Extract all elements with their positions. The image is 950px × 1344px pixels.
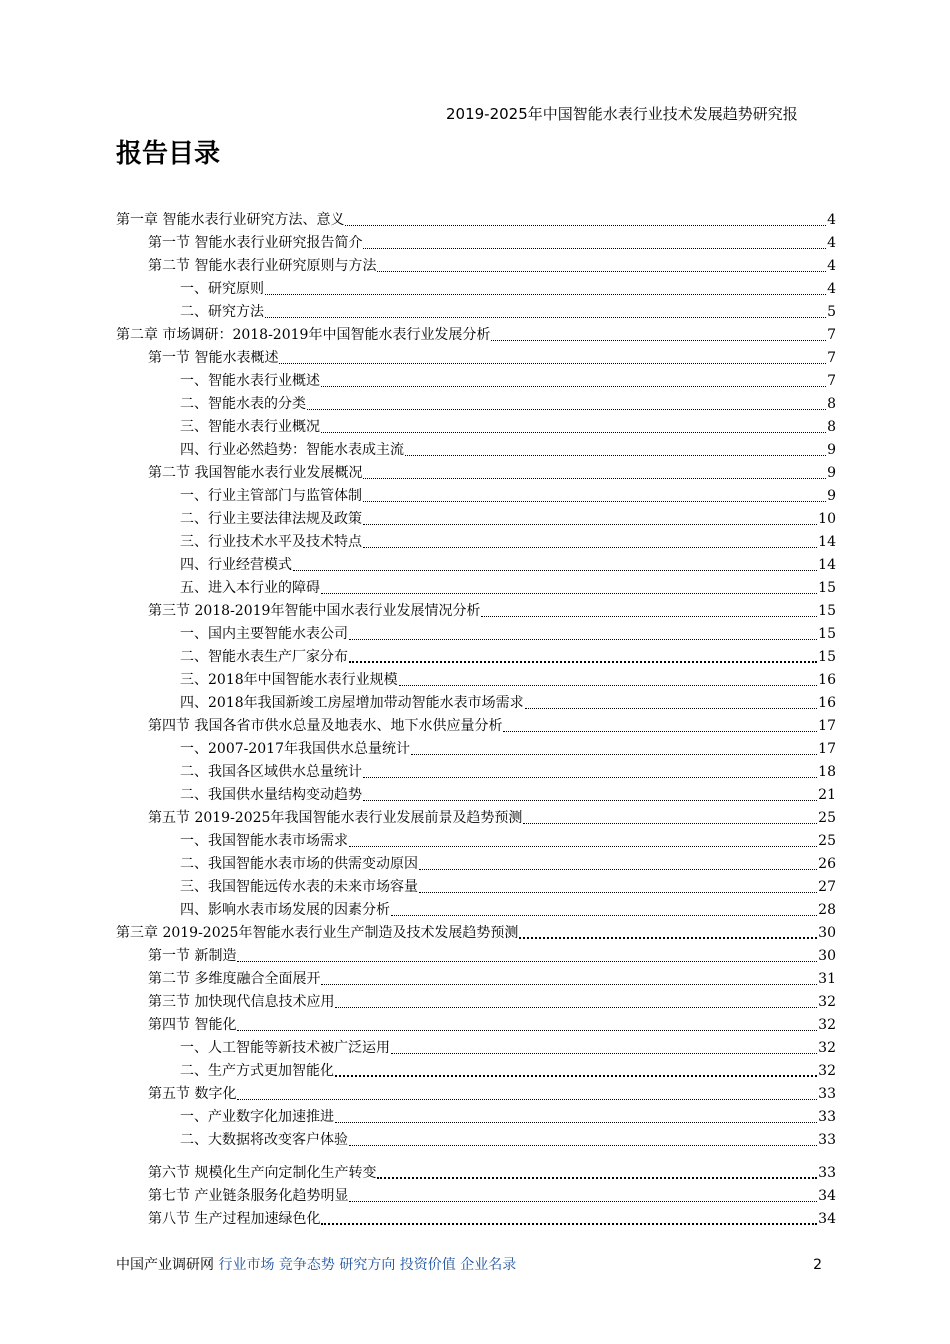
- toc-entry[interactable]: [116, 1127, 836, 1150]
- toc-entry-label: 四、影响水表市场发展的因素分析: [180, 902, 390, 918]
- toc-dot-leader: [411, 753, 817, 755]
- toc-dot-leader: [491, 339, 826, 341]
- toc-entry-page: 15: [818, 603, 836, 619]
- toc-dot-leader: [525, 707, 818, 709]
- toc-entry-page: 15: [818, 580, 836, 596]
- toc-entry-page: 7: [827, 327, 836, 343]
- toc-entry-label: 二、智能水表的分类: [180, 396, 306, 412]
- toc-entry[interactable]: [116, 713, 836, 736]
- toc-entry-page: 4: [827, 235, 836, 251]
- toc-entry[interactable]: [116, 989, 836, 1012]
- toc-entry[interactable]: [116, 1081, 836, 1104]
- toc-entry-page: 4: [827, 212, 836, 228]
- toc-dot-leader: [321, 431, 826, 433]
- toc-entry[interactable]: [116, 943, 836, 966]
- toc-entry[interactable]: [116, 460, 836, 483]
- running-footer: [116, 1255, 836, 1273]
- toc-dot-leader: [321, 385, 826, 387]
- toc-dot-leader: [237, 1029, 817, 1031]
- toc-dot-leader: [523, 822, 817, 824]
- toc-entry[interactable]: [116, 1058, 836, 1081]
- toc-dot-leader: [399, 684, 818, 686]
- toc-entry[interactable]: [116, 920, 836, 943]
- toc-entry[interactable]: [116, 1104, 836, 1127]
- toc-entry[interactable]: [116, 1206, 836, 1229]
- toc-entry-label: 一、智能水表行业概述: [180, 373, 320, 389]
- toc-entry-label: 一、2007-2017年我国供水总量统计: [180, 741, 410, 757]
- toc-entry[interactable]: [116, 276, 836, 299]
- toc-dot-leader: [237, 960, 817, 962]
- toc-dot-leader: [363, 247, 826, 249]
- toc-dot-leader: [349, 1200, 817, 1202]
- toc-entry[interactable]: [116, 529, 836, 552]
- toc-entry-label: 三、智能水表行业概况: [180, 419, 320, 435]
- toc-entry[interactable]: [116, 897, 836, 920]
- toc-entry-page: 9: [827, 465, 836, 481]
- toc-entry-label: 二、生产方式更加智能化: [180, 1063, 334, 1079]
- toc-entry-page: 10: [818, 511, 836, 527]
- toc-entry-label: 一、产业数字化加速推进: [180, 1109, 334, 1125]
- toc-entry-page: 8: [827, 396, 836, 412]
- toc-entry[interactable]: [116, 1183, 836, 1206]
- toc-entry-label: 第四节 智能化: [148, 1017, 237, 1033]
- toc-dot-leader: [349, 1144, 817, 1146]
- toc-entry-label: 一、国内主要智能水表公司: [180, 626, 348, 642]
- toc-entry-page: 32: [818, 994, 836, 1010]
- toc-dot-leader: [321, 1222, 817, 1225]
- running-header: 2019-2025年中国智能水表行业技术发展趋势研究报: [446, 105, 798, 123]
- toc-entry-page: 5: [827, 304, 836, 320]
- toc-entry-page: 15: [818, 626, 836, 642]
- toc-entry-page: 16: [818, 695, 836, 711]
- toc-dot-leader: [377, 270, 826, 272]
- toc-entry-page: 17: [818, 741, 836, 757]
- toc-entry[interactable]: [116, 207, 836, 230]
- toc-entry-label: 第一节 智能水表行业研究报告简介: [148, 235, 363, 251]
- toc-dot-leader: [363, 477, 826, 479]
- toc-entry-page: 14: [818, 557, 836, 573]
- toc-entry-page: 4: [827, 281, 836, 297]
- toc-entry[interactable]: [116, 736, 836, 759]
- toc-entry-label: 第三节 加快现代信息技术应用: [148, 994, 335, 1010]
- toc-entry-label: 一、我国智能水表市场需求: [180, 833, 348, 849]
- toc-entry-page: 7: [827, 350, 836, 366]
- toc-entry-page: 18: [818, 764, 836, 780]
- toc-entry-page: 30: [818, 948, 836, 964]
- toc-entry-page: 31: [818, 971, 836, 987]
- toc-dot-leader: [265, 293, 826, 295]
- toc-dot-leader: [377, 1176, 817, 1179]
- toc-entry-label: 第一节 智能水表概述: [148, 350, 279, 366]
- toc-entry[interactable]: [116, 598, 836, 621]
- toc-entry[interactable]: [116, 667, 836, 690]
- toc-entry-label: 二、行业主要法律法规及政策: [180, 511, 362, 527]
- toc-entry[interactable]: [116, 874, 836, 897]
- toc-entry[interactable]: [116, 828, 836, 851]
- toc-entry-page: 33: [818, 1132, 836, 1148]
- toc-dot-leader: [335, 1121, 817, 1123]
- toc-entry-page: 33: [818, 1165, 836, 1181]
- toc-dot-leader: [335, 1074, 817, 1077]
- toc-entry[interactable]: [116, 230, 836, 253]
- toc-entry-label: 第二节 智能水表行业研究原则与方法: [148, 258, 377, 274]
- toc-entry-page: 17: [818, 718, 836, 734]
- toc-entry-page: 9: [827, 442, 836, 458]
- toc-entry-label: 四、2018年我国新竣工房屋增加带动智能水表市场需求: [180, 695, 524, 711]
- toc-entry-label: 第一章 智能水表行业研究方法、意义: [116, 212, 345, 228]
- toc-entry-label: 第一节 新制造: [148, 948, 237, 964]
- toc-entry-label: 第三节 2018-2019年智能中国水表行业发展情况分析: [148, 603, 481, 619]
- toc-dot-leader: [345, 224, 826, 226]
- toc-entry-page: 33: [818, 1109, 836, 1125]
- toc-entry-label: 二、研究方法: [180, 304, 264, 320]
- toc-entry-page: 14: [818, 534, 836, 550]
- toc-entry-page: 21: [818, 787, 836, 803]
- toc-dot-leader: [363, 799, 817, 801]
- toc-entry-page: 34: [818, 1211, 836, 1227]
- toc-entry-page: 16: [818, 672, 836, 688]
- toc-dot-leader: [349, 845, 817, 847]
- footer-links[interactable]: 行业市场 竞争态势 研究方向 投资价值 企业名录: [218, 1257, 517, 1273]
- footer-page-number: 2: [813, 1257, 822, 1273]
- toc-entry-label: 第二节 我国智能水表行业发展概况: [148, 465, 363, 481]
- toc-entry[interactable]: [116, 690, 836, 713]
- toc-entry-label: 第三章 2019-2025年智能水表行业生产制造及技术发展趋势预测: [116, 925, 519, 941]
- toc-dot-leader: [419, 891, 817, 893]
- toc-entry-label: 三、2018年中国智能水表行业规模: [180, 672, 398, 688]
- toc-entry[interactable]: [116, 299, 836, 322]
- toc-entry[interactable]: [116, 391, 836, 414]
- toc-dot-leader: [237, 1098, 817, 1100]
- toc-entry-label: 第二章 市场调研：2018-2019年中国智能水表行业发展分析: [116, 327, 491, 343]
- toc-entry[interactable]: [116, 345, 836, 368]
- toc-dot-leader: [391, 1052, 817, 1054]
- toc-dot-leader: [503, 730, 817, 732]
- toc-entry[interactable]: [116, 851, 836, 874]
- toc-dot-leader: [349, 660, 817, 663]
- toc-entry-label: 四、行业经营模式: [180, 557, 292, 573]
- toc-entry-label: 二、我国各区域供水总量统计: [180, 764, 362, 780]
- toc-entry-label: 一、研究原则: [180, 281, 264, 297]
- toc-dot-leader: [391, 914, 817, 916]
- toc-entry-page: 34: [818, 1188, 836, 1204]
- toc-entry-label: 二、智能水表生产厂家分布: [180, 649, 348, 665]
- toc-dot-leader: [349, 638, 817, 640]
- toc-entry-label: 第八节 生产过程加速绿色化: [148, 1211, 321, 1227]
- toc-dot-leader: [363, 523, 817, 525]
- toc-dot-leader: [265, 316, 826, 318]
- toc-entry[interactable]: [116, 621, 836, 644]
- toc-dot-leader: [481, 615, 817, 617]
- toc-dot-leader: [363, 500, 826, 502]
- toc-dot-leader: [279, 362, 826, 364]
- toc-entry-label: 第五节 2019-2025年我国智能水表行业发展前景及趋势预测: [148, 810, 523, 826]
- toc-entry-page: 15: [818, 649, 836, 665]
- toc-entry[interactable]: [116, 437, 836, 460]
- toc-entry-label: 二、大数据将改变客户体验: [180, 1132, 348, 1148]
- toc-dot-leader: [321, 983, 817, 985]
- toc-entry[interactable]: [116, 483, 836, 506]
- footer-source: 中国产业调研网: [116, 1257, 214, 1273]
- toc-entry-label: 第四节 我国各省市供水总量及地表水、地下水供应量分析: [148, 718, 503, 734]
- toc-entry[interactable]: [116, 253, 836, 276]
- toc-entry[interactable]: [116, 782, 836, 805]
- toc-entry-page: 27: [818, 879, 836, 895]
- toc-entry[interactable]: [116, 966, 836, 989]
- toc-entry[interactable]: [116, 1012, 836, 1035]
- toc-entry[interactable]: [116, 506, 836, 529]
- toc-entry-page: 30: [818, 925, 836, 941]
- toc-dot-leader: [363, 776, 817, 778]
- toc-dot-leader: [335, 1006, 817, 1008]
- toc-entry[interactable]: [116, 1160, 836, 1183]
- toc-entry-page: 32: [818, 1017, 836, 1033]
- toc-entry[interactable]: [116, 805, 836, 828]
- toc-entry-page: 8: [827, 419, 836, 435]
- toc-entry-page: 26: [818, 856, 836, 872]
- toc-entry-page: 7: [827, 373, 836, 389]
- toc-entry[interactable]: [116, 644, 836, 667]
- toc-entry-label: 一、行业主管部门与监管体制: [180, 488, 362, 504]
- toc-dot-leader: [363, 546, 817, 548]
- toc-entry-page: 4: [827, 258, 836, 274]
- toc-dot-leader: [519, 936, 817, 939]
- toc-entry-label: 第六节 规模化生产向定制化生产转变: [148, 1165, 377, 1181]
- page-title: 报告目录: [116, 139, 221, 169]
- toc-dot-leader: [405, 454, 826, 456]
- toc-entry-label: 二、我国供水量结构变动趋势: [180, 787, 362, 803]
- toc-entry[interactable]: [116, 1035, 836, 1058]
- toc-entry-label: 第五节 数字化: [148, 1086, 237, 1102]
- table-of-contents: [116, 207, 836, 1229]
- toc-entry-page: 33: [818, 1086, 836, 1102]
- toc-entry-label: 三、行业技术水平及技术特点: [180, 534, 362, 550]
- toc-entry[interactable]: [116, 322, 836, 345]
- toc-entry-page: 25: [818, 810, 836, 826]
- toc-dot-leader: [307, 408, 826, 410]
- toc-entry[interactable]: [116, 368, 836, 391]
- toc-entry-label: 第二节 多维度融合全面展开: [148, 971, 321, 987]
- toc-dot-leader: [321, 592, 817, 594]
- toc-entry-label: 三、我国智能远传水表的未来市场容量: [180, 879, 418, 895]
- toc-entry-label: 一、人工智能等新技术被广泛运用: [180, 1040, 390, 1056]
- toc-entry-page: 25: [818, 833, 836, 849]
- toc-entry-page: 9: [827, 488, 836, 504]
- toc-entry-page: 32: [818, 1040, 836, 1056]
- toc-entry-page: 32: [818, 1063, 836, 1079]
- toc-entry[interactable]: [116, 575, 836, 598]
- toc-entry-label: 二、我国智能水表市场的供需变动原因: [180, 856, 418, 872]
- toc-entry[interactable]: [116, 552, 836, 575]
- toc-entry-label: 四、行业必然趋势：智能水表成主流: [180, 442, 404, 458]
- toc-entry-page: 28: [818, 902, 836, 918]
- toc-dot-leader: [419, 868, 817, 870]
- toc-entry[interactable]: [116, 759, 836, 782]
- toc-entry-label: 五、进入本行业的障碍: [180, 580, 320, 596]
- toc-entry-label: 第七节 产业链条服务化趋势明显: [148, 1188, 349, 1204]
- toc-entry[interactable]: [116, 414, 836, 437]
- toc-dot-leader: [293, 569, 817, 571]
